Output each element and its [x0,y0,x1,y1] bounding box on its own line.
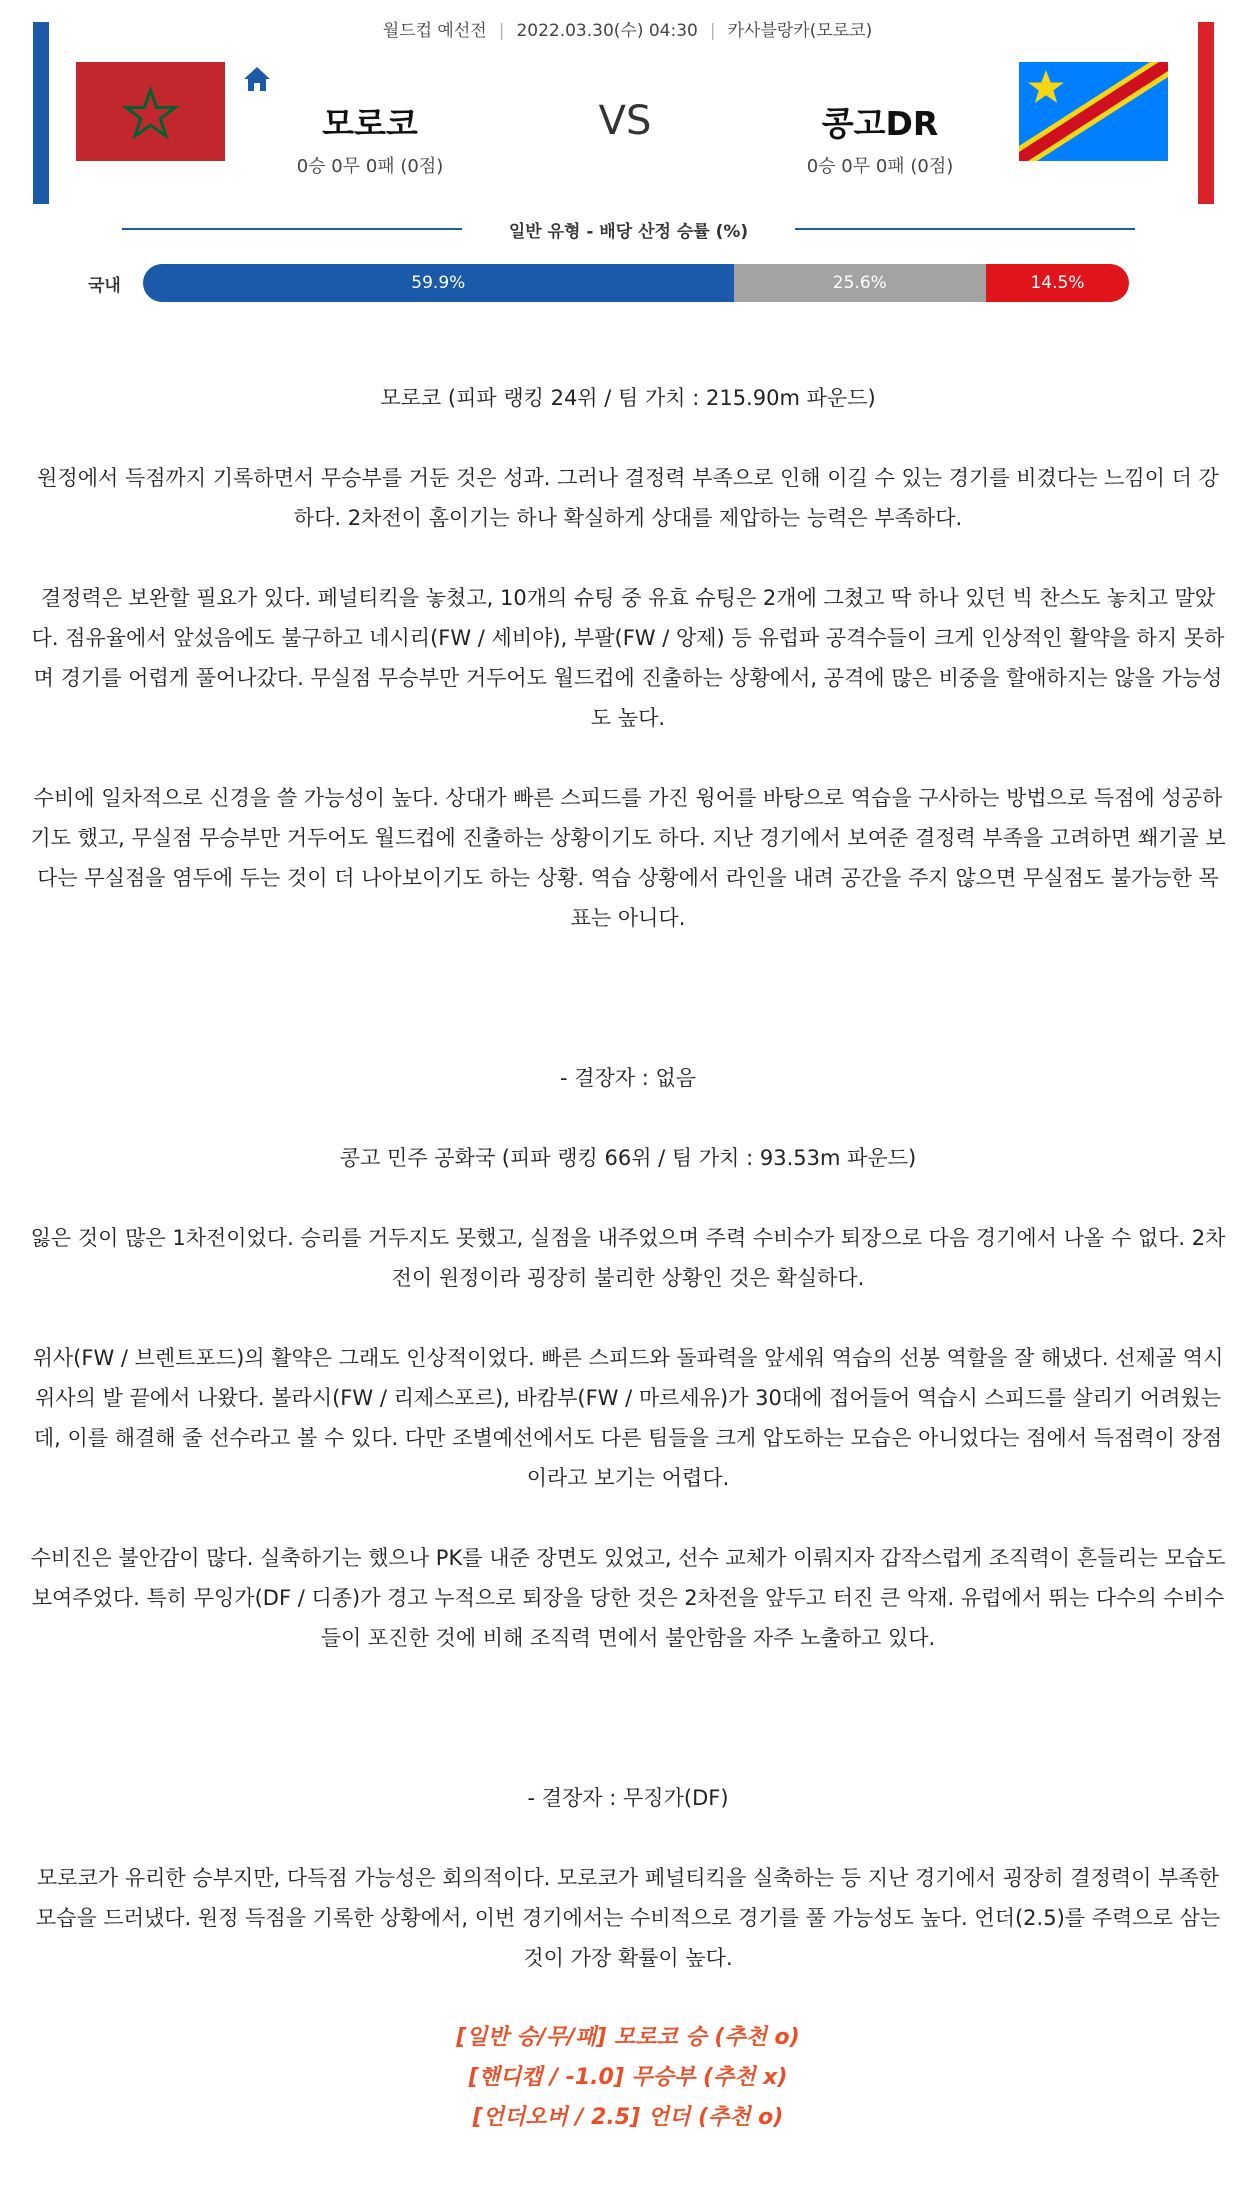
divider [122,228,462,230]
home-paragraph: 수비에 일차적으로 신경을 쓸 가능성이 높다. 상대가 빠른 스피드를 가진 윙어를 바탕으로 역습을 구사하는 방법으로 득점에 성공하기도 했고, 무실점 무승부만 거두어도 월드컵에 진출하는 상황이기도 하다. 지난 경기에서 보여준 결정력 부족을 고려하면 쐐기골 보다는 무실점을 염두에 두는 것이 더 나아보이기도 하는 상황. 역습 상황에서 라인을 내려 공간을 주지 않으면 무실점도 불가능한 목표는 아니다. [30,786,1226,930]
home-paragraph: 원정에서 득점까지 기록하면서 무승부를 거둔 것은 성과. 그러나 결정력 부족으로 인해 이길 수 있는 경기를 비겼다는 느낌이 더 강하다. 2차전이 홈이기는 하나 확실하게 상대를 제압하는 능력은 부족하다. [37,466,1219,530]
divider [795,228,1135,230]
odds-section-header [122,215,1135,245]
away-team-name: 콩고DR [821,104,939,143]
home-win-segment: 59.9% [143,264,734,302]
vs-label: VS [598,98,652,144]
away-paragraph: 위사(FW / 브렌트포드)의 활약은 그래도 인상적이었다. 빠른 스피드와 돌파력을 앞세워 역습의 선봉 역할을 잘 해냈다. 선제골 역시 위사의 발 끝에서 나왔다. 볼라시(FW / 리제스포르), 바캄부(FW / 마르세유)가 30대에 접어들어 역습시 스피드를 살리기 어려웠는데, 이를 해결해 줄 선수라고 볼 수 있다. 다만 조별예선에서도 다른 팀들을 크게 압도하는 모습은 아니었다는 점에서 득점력이 장점이라고 보기는 어렵다. [32,1346,1224,1490]
draw-segment: 25.6% [734,264,986,302]
match-info [0,16,1255,41]
away-absent: - 결장자 : 무징가(DF) [527,1786,729,1810]
match-datetime: 2022.03.30(수) 04:30 [516,21,698,41]
away-paragraph: 잃은 것이 많은 1차전이었다. 승리를 거두지도 못했고, 실점을 내주었으며 주력 수비수가 퇴장으로 다음 경기에서 나올 수 없다. 2차전이 원정이라 굉장히 불리한 상황인 것은 확실하다. [30,1226,1226,1290]
separator: | [498,21,505,41]
odds-bar [143,264,1129,302]
away-win-segment: 14.5% [986,264,1129,302]
home-side-bar [33,22,49,204]
pick-line: [일반 승/무/패] 모로코 승 (추천 o) [456,2025,800,2050]
odds-title: 일반 유형 - 배당 산정 승률 (%) [508,222,749,242]
odds-row-label: 국내 [88,276,121,296]
away-team-heading: 콩고 민주 공화국 (피파 랭킹 66위 / 팀 가치 : 93.53m 파운드) [339,1146,917,1170]
home-icon [243,66,271,92]
home-team-name: 모로코 [322,104,418,143]
dr-congo-flag-icon [1019,62,1168,161]
pick-line: [언더오버 / 2.5] 언더 (추천 o) [472,2105,784,2130]
morocco-flag-icon [76,62,225,161]
article-body [28,378,1228,2138]
away-team-record: 0승 0무 0패 (0점) [806,156,954,177]
away-paragraph: 수비진은 불안감이 많다. 실축하기는 했으나 PK를 내준 장면도 있었고, 선수 교체가 이뤄지자 갑작스럽게 조직력이 흔들리는 모습도 보여주었다. 특히 무잉가(DF / 디종)가 경고 누적으로 퇴장을 당한 것은 2차전을 앞두고 터진 큰 악재. 유럽에서 뛰는 다수의 수비수들이 포진한 것에 비해 조직력 면에서 불안함을 자주 노출하고 있다. [30,1546,1226,1650]
match-venue: 카사블랑카(모로코) [727,21,873,41]
home-paragraph: 결정력은 보완할 필요가 있다. 페널티킥을 놓쳤고, 10개의 슈팅 중 유효 슈팅은 2개에 그쳤고 딱 하나 있던 빅 찬스도 놓치고 말았다. 점유율에서 앞섰음에도 불구하고 네시리(FW / 세비야), 부팔(FW / 앙제) 등 유럽파 공격수들이 크게 인상적인 활약을 하지 못하며 경기를 어렵게 풀어나갔다. 무실점 무승부만 거두어도 월드컵에 진출하는 상황에서, 공격에 많은 비중을 할애하지는 않을 가능성도 높다. [31,586,1225,730]
pick-line: [핸디캡 / -1.0] 무승부 (추천 x) [468,2065,788,2090]
away-side-bar [1198,22,1214,204]
separator: | [709,21,716,41]
home-team-record: 0승 0무 0패 (0점) [296,156,444,177]
conclusion-paragraph: 모로코가 유리한 승부지만, 다득점 가능성은 회의적이다. 모로코가 페널티킥을 실축하는 등 지난 경기에서 굉장히 결정력이 부족한 모습을 드러냈다. 원정 득점을 기록한 상황에서, 이번 경기에서는 수비적으로 경기를 풀 가능성도 높다. 언더(2.5)를 주력으로 삼는 것이 가장 확률이 높다. [35,1866,1221,1970]
home-absent: - 결장자 : 없음 [559,1066,697,1090]
home-team-heading: 모로코 (피파 랭킹 24위 / 팀 가치 : 215.90m 파운드) [380,386,876,410]
competition-label: 월드컵 예선전 [382,21,487,41]
